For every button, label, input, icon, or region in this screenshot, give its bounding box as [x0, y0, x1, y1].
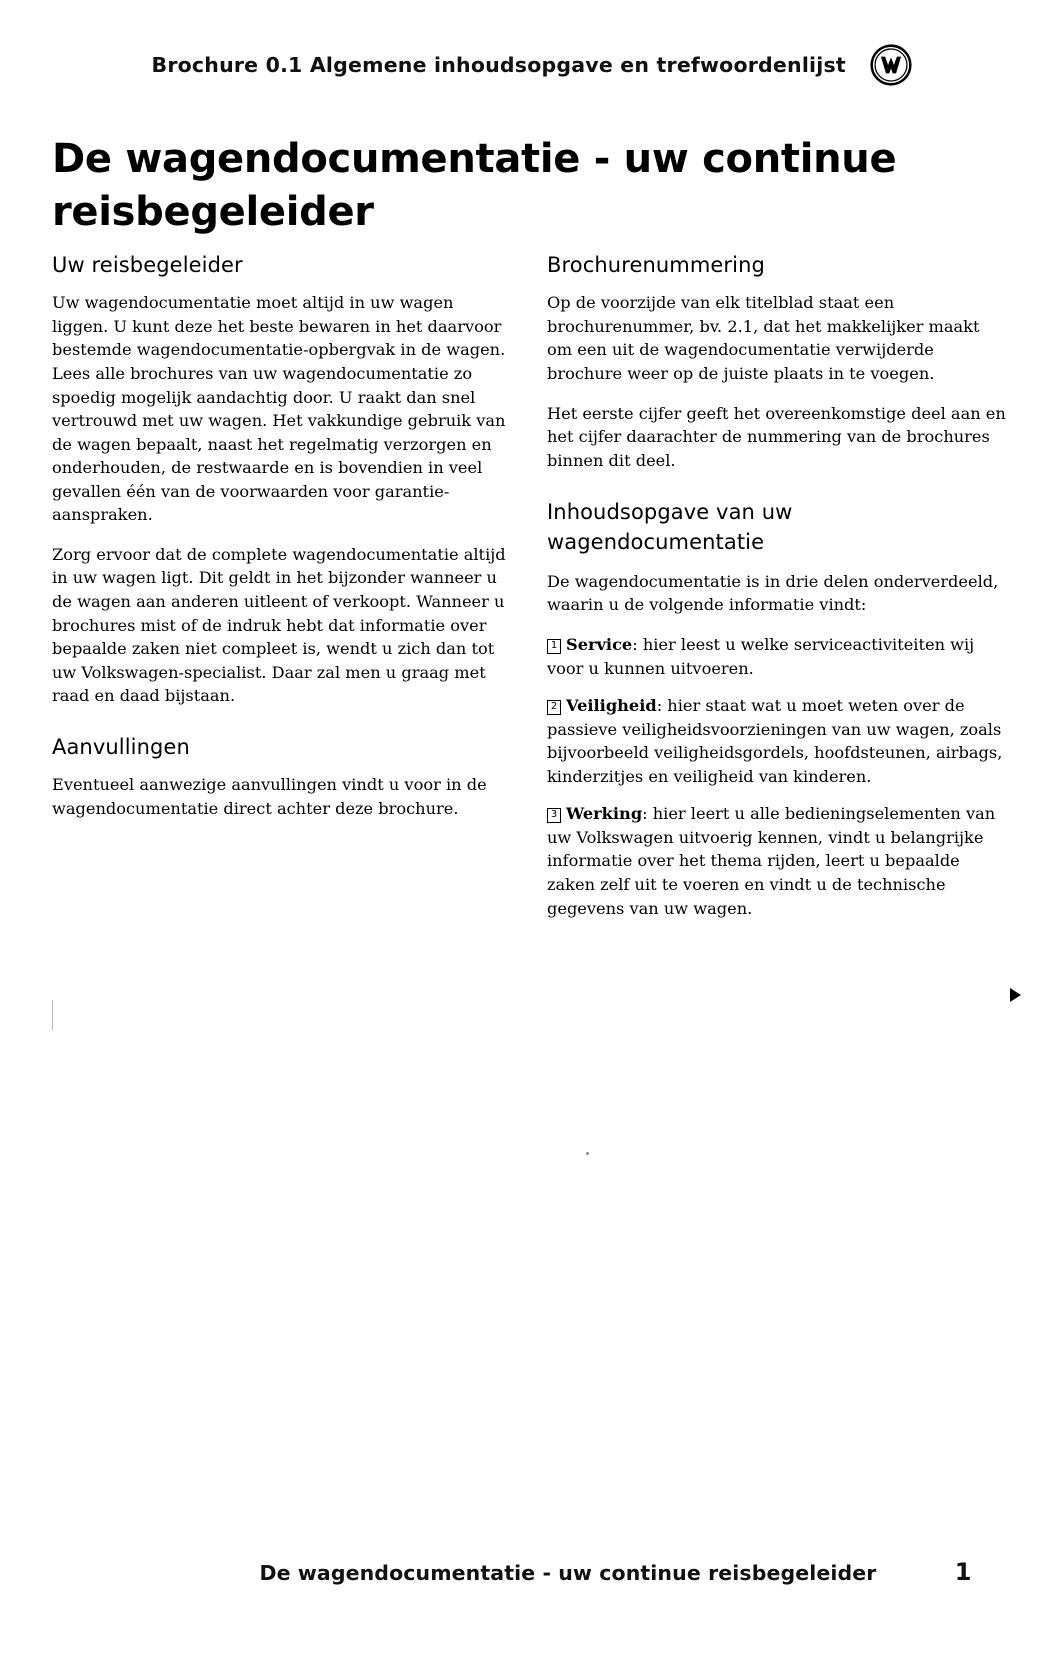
page-footer — [0, 1558, 1063, 1586]
item-text: : hier leest u welke serviceactiviteiten wij voor u kunnen uitvoeren. — [547, 634, 975, 678]
item-text: : hier leert u alle bedieningselementen van uw Volkswagen uitvoerig kennen, vindt u belangrijke informatie over het thema rijden, leert u bepaalde zaken zelf uit te voeren en vindt u de technische gegevens van uw wagen. — [547, 804, 996, 918]
item-label: Werking — [566, 804, 643, 824]
item-number-box: 1 — [547, 639, 561, 654]
paragraph: Uw wagendocumentatie moet altijd in uw wagen liggen. U kunt deze het beste bewaren in het daarvoor bestemde wagendocumentatie-opbergvak in de wagen. Lees alle brochures van uw wagendocumentatie zo spoedig mogelijk aandachtig door. U raakt dan snel vertrouwd met uw wagen. Het vakkundige gebruik van de wagen bepaalt, naast het regelmatig verzorgen en onderhouden, de restwaarde en is bovendien in veel gevallen één van de voorwaarden voor garantie-aanspraken. — [52, 293, 506, 525]
list-item — [547, 802, 1007, 920]
paragraph: Op de voorzijde van elk titelblad staat een brochurenummer, bv. 2.1, dat het makkelijker maakt om een uit de wagendocumentatie verwijderde brochure weer op de juiste plaats in te voegen. — [547, 293, 980, 383]
list-item — [547, 633, 1007, 680]
continue-arrow-icon — [1010, 988, 1021, 1002]
footer-title: De wagendocumentatie - uw continue reisbegeleider — [259, 1561, 877, 1585]
paragraph: De wagendocumentatie is in drie delen onderverdeeld, waarin u de volgende informatie vindt: — [547, 571, 999, 615]
paragraph: Eventueel aanwezige aanvullingen vindt u voor in de wagendocumentatie direct achter deze brochure. — [52, 775, 487, 818]
heading-uw-reisbegeleider: Uw reisbegeleider — [52, 253, 243, 277]
heading-inhoudsopgave: Inhoudsopgave van uw wagendocumentatie — [547, 500, 793, 555]
margin-tick-mark — [52, 1000, 53, 1030]
item-number-box: 2 — [547, 700, 561, 715]
item-label: Veiligheid — [566, 696, 657, 716]
header-title: Brochure 0.1 Algemene inhoudsopgave en trefwoordenlijst — [151, 53, 846, 77]
page-header — [0, 44, 1063, 86]
item-text: : hier staat wat u moet weten over de passieve veiligheidsvoorzieningen van uw wagen, zoals bijvoorbeeld veiligheidsgordels, hoofdsteunen, airbags, kinderzitjes en veiligheid van kinderen. — [547, 696, 1003, 786]
vw-logo-icon — [870, 44, 912, 86]
item-label: Service — [566, 634, 633, 654]
page-dot-mark — [586, 1152, 589, 1155]
list-item — [547, 694, 1007, 788]
paragraph: Zorg ervoor dat de complete wagendocumentatie altijd in uw wagen ligt. Dit geldt in het bijzonder wanneer u de wagen aan anderen uitleent of verkoopt. Wanneer u brochures mist of de indruk hebt dat informatie over bepaalde zaken niet compleet is, wendt u zich dan tot uw Volkswagen-specialist. Daar zal men u graag met raad en daad bijstaan. — [52, 544, 506, 706]
left-column — [52, 252, 512, 934]
heading-brochurenummering: Brochurenummering — [547, 253, 765, 277]
page-title: De wagendocumentatie - uw continue reisbegeleider — [52, 135, 897, 235]
paragraph: Het eerste cijfer geeft het overeenkomstige deel aan en het cijfer daarachter de nummering van de brochures binnen dit deel. — [547, 403, 1006, 470]
heading-aanvullingen: Aanvullingen — [52, 734, 190, 759]
page-number: 1 — [954, 1558, 972, 1586]
right-column — [547, 252, 1007, 934]
item-number-box: 3 — [547, 808, 561, 823]
content-columns — [52, 252, 1012, 934]
